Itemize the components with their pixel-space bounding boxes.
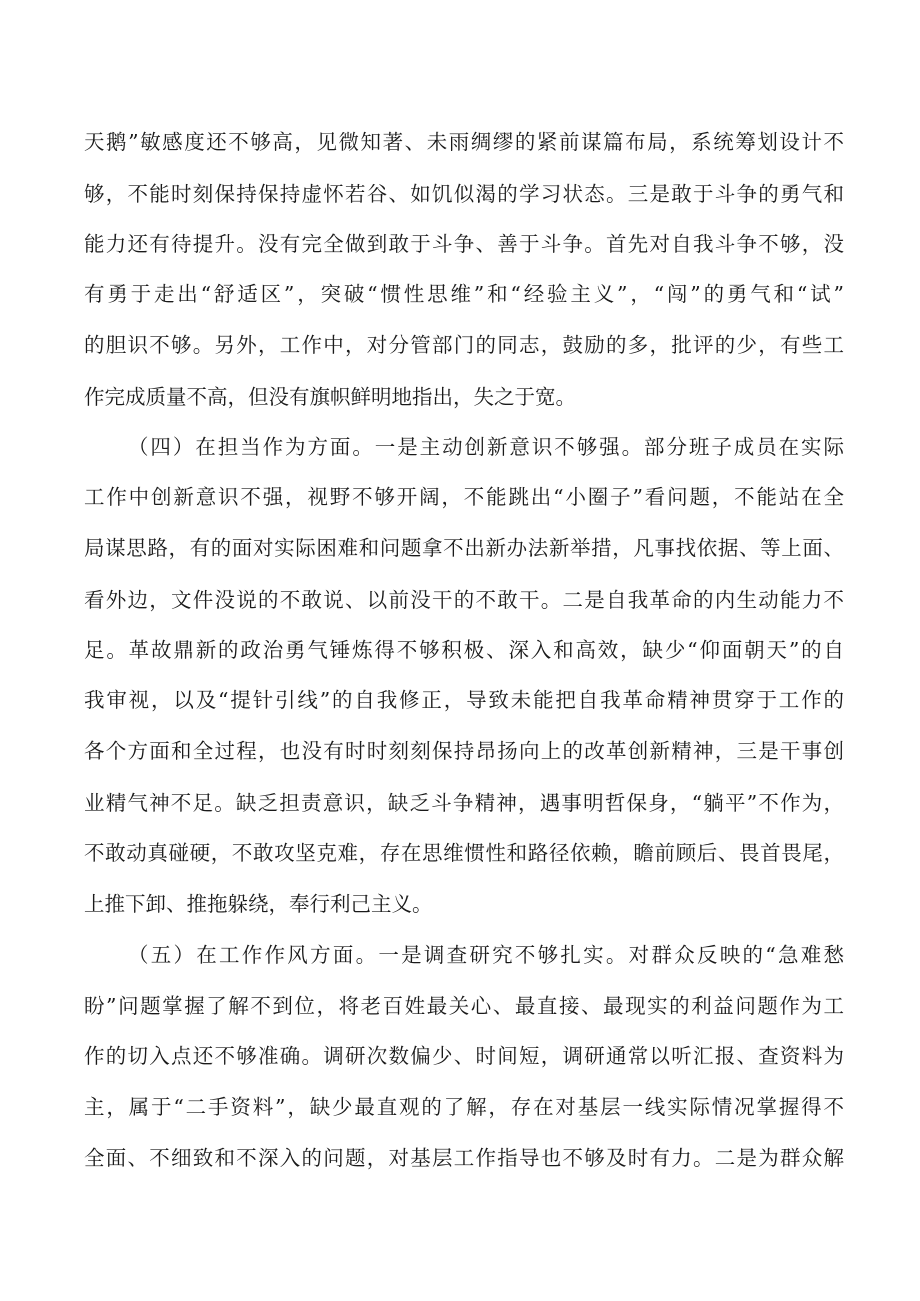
text-line: 不敢动真碰硬，不敢攻坚克难，存在思维惯性和路径依赖，瞻前顾后、畏首畏尾， (84, 841, 844, 865)
text-line: 能力还有待提升。没有完全做到敢于斗争、善于斗争。首先对自我斗争不够，没 (84, 232, 844, 256)
text-line: 天鹅”敏感度还不够高，见微知著、未雨绸缪的紧前谋篇布局，系统筹划设计不 (84, 130, 844, 154)
paragraph-heading-four: （四）在担当作为方面。一是主动创新意识不够强。部分班子成员在实际 (128, 435, 844, 459)
paragraph-heading-five: （五）在工作作风方面。一是调查研究不够扎实。对群众反映的“急难愁 (128, 943, 844, 967)
text-line: 盼”问题掌握了解不到位，将老百姓最关心、最直接、最现实的利益问题作为工 (84, 994, 844, 1018)
text-line: 业精气神不足。缺乏担责意识，缺乏斗争精神，遇事明哲保身，“躺平”不作为， (84, 791, 844, 815)
text-line: 看外边，文件没说的不敢说、以前没干的不敢干。二是自我革命的内生动能力不 (84, 588, 844, 612)
text-line: 局谋思路，有的面对实际困难和问题拿不出新办法新举措，凡事找依据、等上面、 (84, 536, 844, 560)
text-line: 作完成质量不高，但没有旗帜鲜明地指出，失之于宽。 (84, 385, 576, 409)
text-line: 足。革故鼎新的政治勇气锤炼得不够积极、深入和高效，缺少“仰面朝天”的自 (84, 638, 844, 662)
text-line: 主，属于“二手资料”，缺少最直观的了解，存在对基层一线实际情况掌握得不 (84, 1095, 844, 1119)
text-line: 工作中创新意识不强，视野不够开阔，不能跳出“小圈子”看问题，不能站在全 (84, 485, 844, 509)
text-line: 的胆识不够。另外，工作中，对分管部门的同志，鼓励的多，批评的少，有些工 (84, 333, 844, 357)
text-line: 上推下卸、推拖躲绕，奉行利己主义。 (84, 892, 433, 916)
text-line: 全面、不细致和不深入的问题，对基层工作指导也不够及时有力。二是为群众解 (84, 1146, 844, 1170)
text-line: 作的切入点还不够准确。调研次数偏少、时间短，调研通常以听汇报、查资料为 (84, 1044, 844, 1068)
text-line: 我审视，以及“提针引线”的自我修正，导致未能把自我革命精神贯穿于工作的 (84, 688, 844, 712)
text-line: 有勇于走出“舒适区”，突破“惯性思维”和“经验主义”，“闯”的勇气和“试” (84, 282, 844, 306)
text-line: 各个方面和全过程，也没有时时刻刻保持昂扬向上的改革创新精神，三是干事创 (84, 739, 844, 763)
text-line: 够，不能时刻保持保持虚怀若谷、如饥似渴的学习状态。三是敢于斗争的勇气和 (84, 182, 844, 206)
